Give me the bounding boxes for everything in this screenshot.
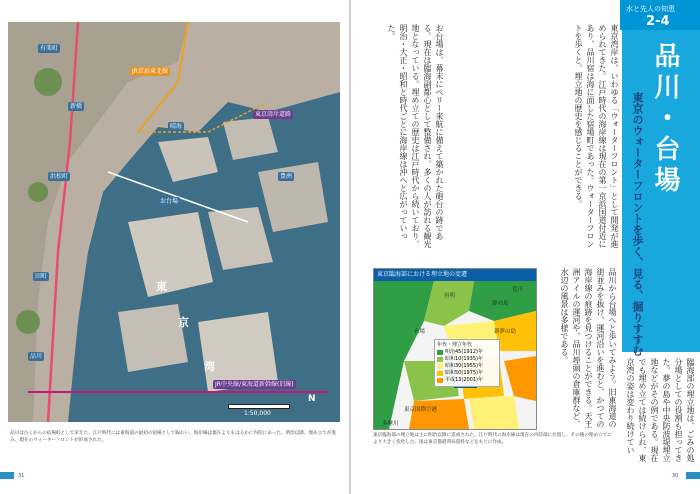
map-graphic [8,22,340,422]
map-label-station-3: 浜松町 [50,173,69,180]
right-footer-band [686,472,700,479]
legend-label: 明治45(1912)年 [445,349,483,355]
figure-caption: 東京臨海部の埋立地は主に明治以降に造成された。江戸時代の海岸線は現在の内陸部に位置し、その後の埋め立てにより大きく変化した。図は東京都港湾局資料などをもとに作成。 [373,433,612,445]
left-page-number: 31 [18,473,25,479]
legend-swatch [437,364,443,369]
map-label-station-1: 有楽町 [40,45,59,52]
legend-swatch [437,350,443,355]
map-label-station-5: 品川 [30,353,43,360]
legend-label: 平成13(2001)年 [445,377,483,383]
aerial-map [8,22,340,422]
legend-item [437,349,497,356]
figure-place-2: 夢の島 [492,301,509,307]
scale-text: 1:50,000 [244,410,271,417]
legend-swatch [437,378,443,383]
figure-place-3: 新夢の島 [494,329,517,335]
legend-title: 年代・埋立年代 [437,342,473,348]
legend-label: 昭和10(1935)年 [445,356,483,362]
figure-place-7: 荒川 [512,287,524,293]
figure-title: 東京臨海部における埋立地の変遷 [374,269,536,281]
figure-place-5: 東京国際空港 [404,407,438,413]
body-text-column-2: お台場は、幕末にペリー来航に備えて築かれた砲台の跡である。現在は臨海副都心として整備され、多くの人が訪れる観光地となっている。埋め立ての歴史は江戸時代から続いており、明治・大正・昭和と時代ごとに海岸線は沖へと広がっていった。 [387,24,444,248]
body-text-column-4: 臨海部の埋立地は、ごみの処分場としての役割も担ってきた。夢の島や中央防波堤埋立地などがその例である。現在でも埋め立ては続けられ、東京湾の姿は変わり続けてい [626,358,695,462]
map-text-bay: 湾 [204,360,215,373]
map-text-east: 東 [156,280,167,293]
reclamation-figure [373,268,537,430]
map-label-highway-note: JR中央線/東海道新幹線(旧線) [215,381,294,388]
figure-legend [434,339,500,387]
legend-label: 昭和50(1975)年 [445,370,483,376]
chapter-number: 2-4 [646,14,670,29]
left-footer-band [0,472,14,479]
scale-bar [228,404,290,409]
chapter-title: 品川・台場 [650,42,680,197]
figure-place-4: 台場 [414,329,426,335]
map-label-station-2: 新橋 [70,103,83,110]
left-caption: 品川は古くからの宿場町として栄えた。江戸時代には東海道の最初の宿場として賑わい、海岸線は現在よりもはるかに内陸にあった。明治以降、埋め立てが進み、現在のウォーターフロントが形成された。 [10,431,337,443]
figure-place-6: 多摩川 [382,421,399,427]
legend-label: 昭和30(1955)年 [445,363,483,369]
map-label-station-4: 田町 [35,273,48,280]
body-text-column-3: 品川から台場へと歩いてみよう。旧東海道の街並みを抜け、運河沿いを進むと、かつての海岸線の痕跡を見つけることができる。天王洲アイルの運河や、品川埠頭の倉庫群など、水辺の風景は多様である。 [560,268,617,428]
compass-icon: N [308,394,316,404]
legend-item [437,356,497,363]
map-label-bayroad: 東京湾岸道路 [255,111,292,118]
chapter-header [620,0,700,30]
map-label-area-3: 豊洲 [280,173,293,180]
legend-swatch [437,371,443,376]
left-page [0,0,349,494]
map-label-rail: JR京浜東北線 [132,68,168,75]
legend-item [437,377,497,384]
map-text-kyo: 京 [178,316,189,329]
series-title: 水と先人の知恵 [626,5,675,13]
legend-item [437,370,497,377]
map-label-area-1: お台場 [160,198,179,205]
right-page-number: 30 [672,473,679,479]
chapter-subtitle: 東京のウォーターフロントを歩く、見る、掘りすすむ [631,92,644,356]
legend-item [437,363,497,370]
legend-swatch [437,357,443,362]
body-text-column-1: 東京湾岸は、いわゆる「ウォーターフロント」として開発が進められてきた。江戸時代の海岸線は現在の第一京浜国道付近にあり、品川宿は海に面した宿場町であった。ウォーターフロントを歩くと、埋立地の歴史を感じることができる。 [574,24,619,248]
map-label-area-2: 晴海 [170,123,183,130]
figure-place-1: 有明 [444,293,456,299]
